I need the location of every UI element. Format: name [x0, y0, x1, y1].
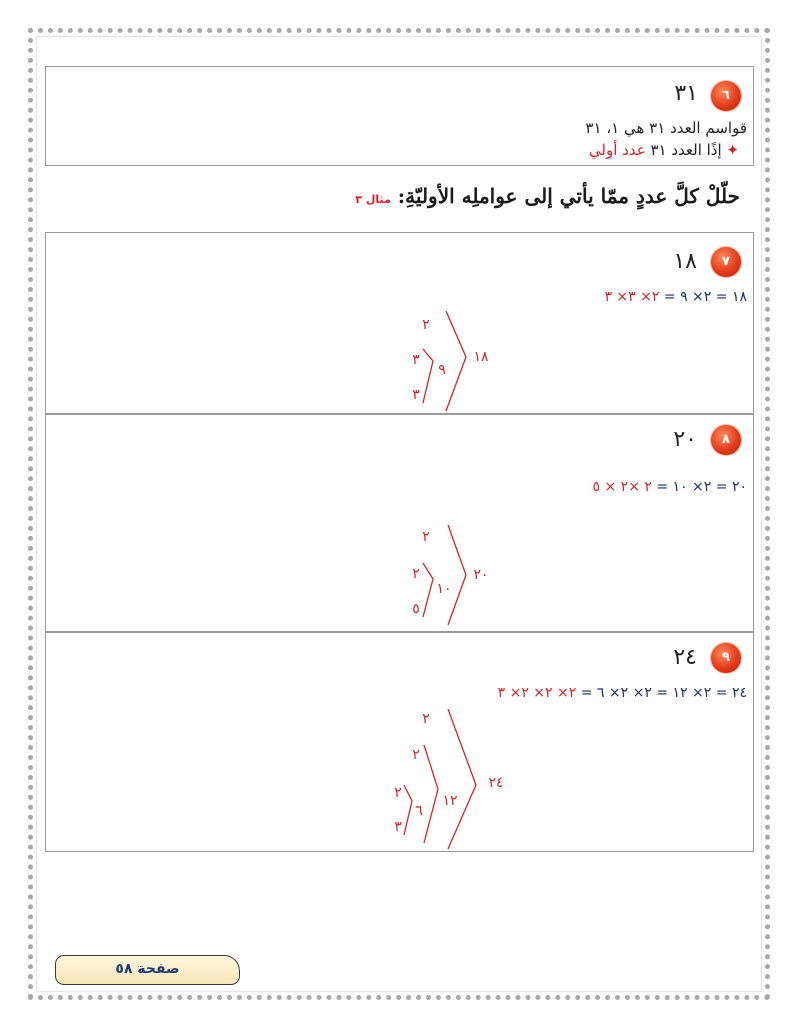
tree-node: ١٠ [436, 581, 452, 597]
problem-number-badge: ٧ [711, 247, 741, 277]
tree-leaf: ٣ [394, 819, 402, 835]
equation-steps: ٢٤ = ٢× ١٢ = ٢× ٢× ٦ = [576, 685, 747, 701]
conclusion-result: عدد أولي [588, 141, 651, 159]
tree-leaf: ٥ [412, 601, 420, 617]
tree-root: ٢٤ [488, 775, 504, 791]
tree-bracket [446, 311, 466, 411]
problem-number-badge: ٦ [711, 81, 741, 111]
equation-result: ٢ ×٢ × ٥ [592, 479, 652, 495]
tree-leaf: ٣ [412, 387, 420, 403]
tree-node: ٦ [415, 803, 423, 819]
equation-result: ٢× ٢× ٢× ٣ [497, 685, 577, 701]
problem-box-8 [45, 414, 754, 632]
tree-root: ١٨ [473, 349, 489, 365]
equation-steps: ٢٠ = ٢× ١٠ = [651, 479, 747, 495]
problem-number-badge: ٨ [711, 425, 741, 455]
equation-result: ٢× ٣× ٣ [604, 289, 660, 305]
instruction-text: حلّلْ كلَّ عددٍ ممّا يأتي إلى عواملِه الأوليّةِ: [397, 184, 740, 208]
tree-bracket [424, 745, 438, 843]
problem-box-9 [45, 632, 754, 852]
problem-number: ٢٤ [673, 645, 697, 670]
tree-leaf: ٢ [422, 711, 430, 727]
equation-steps: ١٨ = ٢× ٩ = [659, 289, 747, 305]
tree-bracket [423, 563, 433, 617]
divisors-line: قواسم العدد ٣١ هي ١، ٣١ [585, 119, 747, 137]
problem-box-7 [45, 232, 754, 414]
conclusion-prefix: إذًا العدد [666, 141, 722, 159]
problem-number: ٣١ [674, 81, 698, 106]
tree-leaf: ٢ [422, 317, 430, 333]
conclusion-number: ٣١ [650, 141, 667, 159]
factor-equation [498, 685, 747, 701]
factor-tree [366, 523, 506, 627]
problem-number-badge: ٩ [711, 643, 741, 673]
conclusion-line [589, 141, 739, 159]
factor-equation [592, 479, 747, 495]
problem-number: ٢٠ [673, 427, 697, 452]
tree-leaf: ٢ [394, 785, 402, 801]
factor-tree [366, 709, 526, 849]
tree-bracket [448, 709, 476, 849]
tree-root: ٢٠ [473, 567, 489, 583]
tree-leaf: ٢ [412, 566, 420, 582]
diamond-icon: ✦ [726, 141, 739, 159]
tree-leaf: ٣ [412, 352, 420, 368]
tree-leaf: ٢ [412, 747, 420, 763]
factor-tree [366, 311, 506, 415]
tree-leaf: ٢ [422, 529, 430, 545]
example-reference: مثال ٣ [355, 193, 391, 206]
instruction-heading [355, 184, 740, 208]
tree-bracket [448, 525, 466, 625]
factor-equation [604, 289, 747, 305]
tree-node: ٩ [438, 362, 446, 378]
tree-bracket [404, 785, 412, 835]
tree-node: ١٢ [442, 793, 458, 809]
problem-box-prev [45, 66, 754, 166]
page-number-label: صفحة ٥٨ [55, 955, 240, 985]
tree-bracket [423, 349, 433, 403]
problem-number: ١٨ [673, 249, 697, 274]
